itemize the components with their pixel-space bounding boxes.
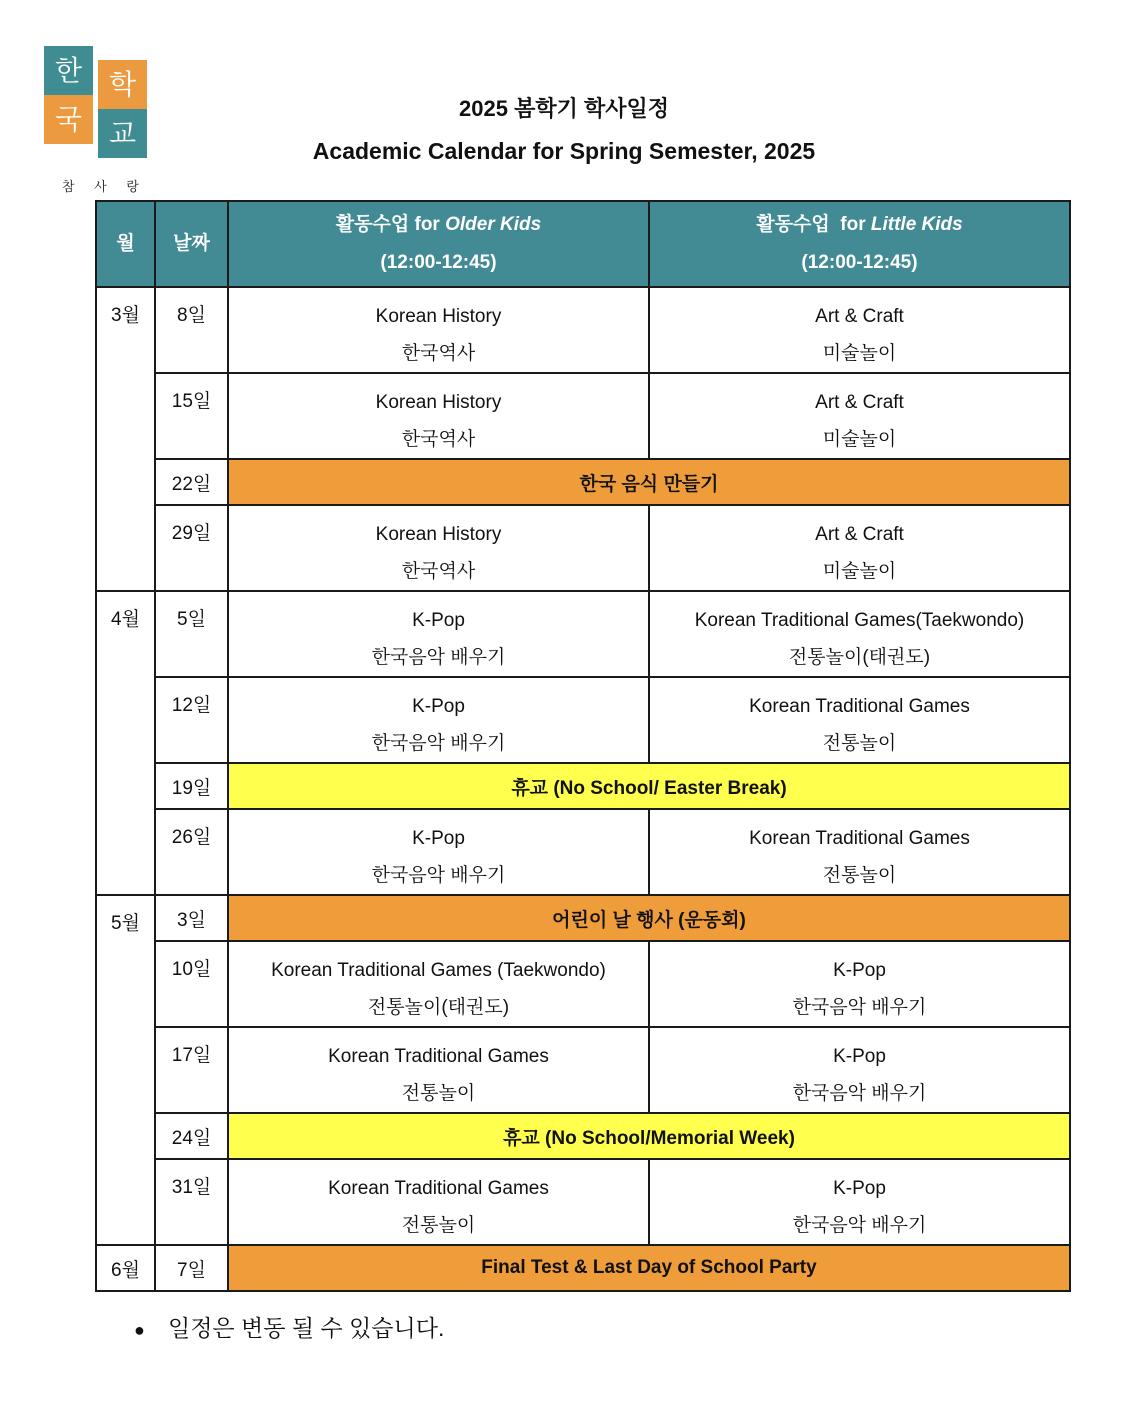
activity-ko: 전통놀이(태권도) bbox=[788, 647, 931, 668]
activity-ko: 한국역사 bbox=[401, 343, 476, 364]
activity-ko: 한국음악 배우기 bbox=[371, 733, 506, 754]
activity-ko: 한국음악 배우기 bbox=[792, 997, 927, 1018]
activity-ko: 전통놀이(태권도) bbox=[367, 997, 510, 1018]
little-activity-cell bbox=[649, 1027, 1070, 1113]
older-activity-cell bbox=[228, 1027, 649, 1113]
activity-en: K-Pop bbox=[412, 610, 465, 631]
logo-char-han: 한 bbox=[44, 46, 93, 95]
table-row-event bbox=[96, 895, 1070, 941]
table-header-row bbox=[96, 201, 1070, 287]
activity-en: Korean Traditional Games bbox=[328, 1178, 549, 1199]
date-cell: 10일 bbox=[155, 941, 228, 1027]
activity-en: Art & Craft bbox=[815, 392, 904, 413]
date-cell: 24일 bbox=[155, 1113, 228, 1159]
note-text: 일정은 변동 될 수 있습니다. bbox=[168, 1315, 445, 1341]
little-activity-cell bbox=[649, 373, 1070, 459]
table-row bbox=[96, 941, 1070, 1027]
little-activity-cell bbox=[649, 287, 1070, 373]
activity-en: Korean History bbox=[375, 392, 502, 413]
month-cell: 4월 bbox=[96, 591, 155, 895]
activity-ko: 한국역사 bbox=[401, 561, 476, 582]
older-activity-cell bbox=[228, 809, 649, 895]
table-row-event bbox=[96, 459, 1070, 505]
table-row-event bbox=[96, 1245, 1070, 1291]
activity-en: Art & Craft bbox=[815, 306, 904, 327]
bullet-icon: ● bbox=[134, 1320, 145, 1340]
month-cell: 3월 bbox=[96, 287, 155, 591]
activity-en: Korean Traditional Games bbox=[328, 1046, 549, 1067]
table-row bbox=[96, 677, 1070, 763]
table-row bbox=[96, 1027, 1070, 1113]
header-little-prefix: 활동수업 for bbox=[756, 214, 871, 235]
event-cell: 한국 음식 만들기 bbox=[228, 459, 1070, 505]
logo-char-hak: 학 bbox=[98, 60, 147, 109]
activity-en: K-Pop bbox=[412, 828, 465, 849]
academic-calendar-table bbox=[95, 200, 1071, 1292]
month-cell: 5월 bbox=[96, 895, 155, 1245]
older-activity-cell bbox=[228, 287, 649, 373]
header-month: 월 bbox=[96, 201, 155, 287]
date-cell: 29일 bbox=[155, 505, 228, 591]
little-activity-cell bbox=[649, 1159, 1070, 1245]
table-row-event bbox=[96, 763, 1070, 809]
date-cell: 26일 bbox=[155, 809, 228, 895]
activity-en: K-Pop bbox=[833, 1178, 886, 1199]
activity-en: Art & Craft bbox=[815, 524, 904, 545]
activity-ko: 미술놀이 bbox=[822, 343, 897, 364]
logo-char-gyo: 교 bbox=[98, 109, 147, 158]
date-cell: 17일 bbox=[155, 1027, 228, 1113]
little-activity-cell bbox=[649, 809, 1070, 895]
date-cell: 5일 bbox=[155, 591, 228, 677]
header-older-kids bbox=[228, 201, 649, 287]
date-cell: 3일 bbox=[155, 895, 228, 941]
header-older-time: (12:00-12:45) bbox=[380, 252, 497, 273]
older-activity-cell bbox=[228, 941, 649, 1027]
date-cell: 19일 bbox=[155, 763, 228, 809]
schedule-change-note bbox=[134, 1310, 444, 1343]
event-cell: Final Test & Last Day of School Party bbox=[228, 1245, 1070, 1291]
table-row bbox=[96, 287, 1070, 373]
activity-ko: 한국음악 배우기 bbox=[792, 1215, 927, 1236]
header-older-prefix: 활동수업 for bbox=[335, 214, 446, 235]
header-older-emph: Older Kids bbox=[445, 214, 542, 235]
activity-en: K-Pop bbox=[833, 960, 886, 981]
page-title-english: Academic Calendar for Spring Semester, 2025 bbox=[312, 138, 816, 164]
header-little-time: (12:00-12:45) bbox=[801, 252, 918, 273]
little-activity-cell bbox=[649, 505, 1070, 591]
table-row bbox=[96, 505, 1070, 591]
activity-en: Korean Traditional Games (Taekwondo) bbox=[271, 960, 606, 981]
little-activity-cell bbox=[649, 677, 1070, 763]
activity-en: Korean History bbox=[375, 524, 502, 545]
activity-en: Korean Traditional Games bbox=[749, 696, 970, 717]
older-activity-cell bbox=[228, 1159, 649, 1245]
month-cell: 6월 bbox=[96, 1245, 155, 1291]
date-cell: 12일 bbox=[155, 677, 228, 763]
table-row bbox=[96, 373, 1070, 459]
activity-en: Korean Traditional Games bbox=[749, 828, 970, 849]
little-activity-cell bbox=[649, 591, 1070, 677]
page-title-korean: 2025 봄학기 학사일정 bbox=[459, 96, 669, 121]
activity-ko: 전통놀이 bbox=[401, 1083, 476, 1104]
date-cell: 8일 bbox=[155, 287, 228, 373]
logo-char-guk: 국 bbox=[44, 95, 93, 144]
table-row bbox=[96, 809, 1070, 895]
activity-en: K-Pop bbox=[412, 696, 465, 717]
little-activity-cell bbox=[649, 941, 1070, 1027]
activity-ko: 한국역사 bbox=[401, 429, 476, 450]
table-row-event bbox=[96, 1113, 1070, 1159]
activity-ko: 미술놀이 bbox=[822, 429, 897, 450]
date-cell: 15일 bbox=[155, 373, 228, 459]
activity-ko: 한국음악 배우기 bbox=[792, 1083, 927, 1104]
activity-en: Korean Traditional Games(Taekwondo) bbox=[694, 610, 1025, 631]
activity-ko: 전통놀이 bbox=[822, 733, 897, 754]
header-little-emph: Little Kids bbox=[870, 214, 963, 235]
activity-en: K-Pop bbox=[833, 1046, 886, 1067]
older-activity-cell bbox=[228, 677, 649, 763]
date-cell: 22일 bbox=[155, 459, 228, 505]
activity-ko: 미술놀이 bbox=[822, 561, 897, 582]
event-cell: 휴교 (No School/Memorial Week) bbox=[228, 1113, 1070, 1159]
date-cell: 7일 bbox=[155, 1245, 228, 1291]
table-row bbox=[96, 1159, 1070, 1245]
activity-ko: 전통놀이 bbox=[822, 865, 897, 886]
older-activity-cell bbox=[228, 505, 649, 591]
activity-ko: 한국음악 배우기 bbox=[371, 647, 506, 668]
table-row bbox=[96, 591, 1070, 677]
logo-subtitle: 참 사 랑 bbox=[62, 179, 147, 194]
activity-ko: 전통놀이 bbox=[401, 1215, 476, 1236]
date-cell: 31일 bbox=[155, 1159, 228, 1245]
older-activity-cell bbox=[228, 591, 649, 677]
header-date: 날짜 bbox=[155, 201, 228, 287]
header-little-kids bbox=[649, 201, 1070, 287]
event-cell: 어린이 날 행사 (운동회) bbox=[228, 895, 1070, 941]
older-activity-cell bbox=[228, 373, 649, 459]
activity-en: Korean History bbox=[375, 306, 502, 327]
activity-ko: 한국음악 배우기 bbox=[371, 865, 506, 886]
event-cell: 휴교 (No School/ Easter Break) bbox=[228, 763, 1070, 809]
